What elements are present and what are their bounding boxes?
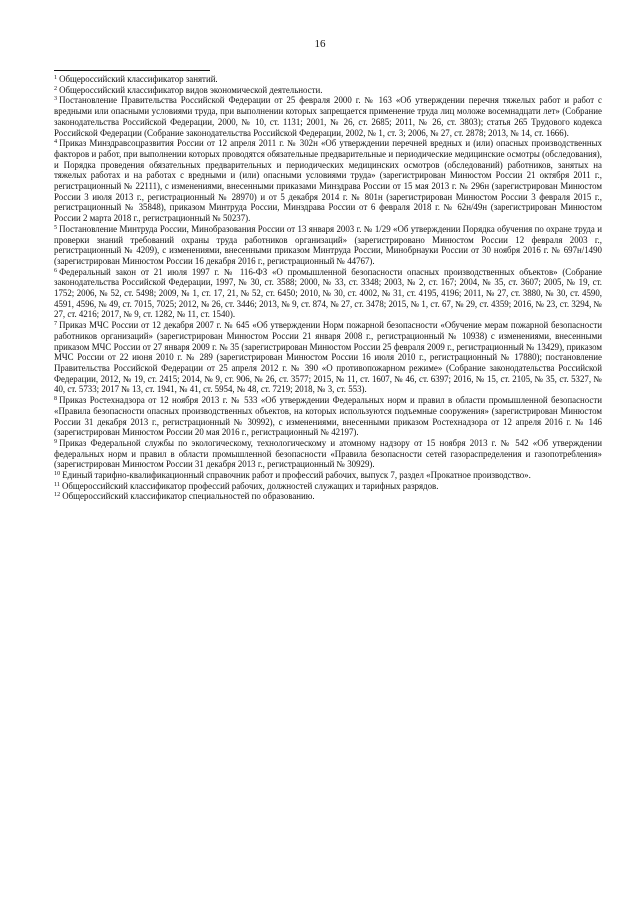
footnote <box>54 395 602 438</box>
footnote-text: Приказ Минздравсоцразвития России от 12 апреля 2011 г. № 302н «Об утверждении перечней вредных и (или) опасных производственных факторов и работ, при выполнении которых проводятся обязательные предварительные и периодические медицинские осмотры (обследования), и Порядка проведения обязательных предварительных и периодических медицинских осмотров (обследований) работников, занятых на тяжелых работах и на работах с вредными и (или) опасными условиями труда» (зарегистрирован Минюстом России 21 октября 2011 г., регистрационный № 22111), с изменениями, внесенными приказами Минздрава России от 15 мая 2013 г. № 296н (зарегистрирован Минюстом России 3 июля 2013 г., регистрационный № 28970) и от 5 декабря 2014 г. № 801н (зарегистрирован Минюстом России 3 февраля 2015 г., регистрационный № 35848), приказом Минтруда России, Минздрава России от 6 февраля 2018 г. № 62н/49н (зарегистрирован Минюстом России 2 марта 2018 г., регистрационный № 50237). <box>54 138 602 224</box>
footnote <box>54 224 602 267</box>
footnote-number: 2 <box>54 84 58 92</box>
footnote <box>54 470 602 481</box>
footnote-number: 8 <box>54 395 58 403</box>
footnote-number: 7 <box>54 320 58 328</box>
footnote-text: Постановление Минтруда России, Минобразования России от 13 января 2003 г. № 1/29 «Об утверждении Порядка обучения по охране труда и проверки знаний требований охраны труда работников организаций» (зарегистрировано Минюстом России 12 февраля 2003 г., регистрационный № 4209), с изменениями, внесенными приказом Минтруда России, Минобрнауки России от 30 ноября 2016 г. № 697н/1490 (зарегистрирован Минюстом России 16 декабря 2016 г., регистрационный № 44767). <box>54 223 602 266</box>
footnote-number: 1 <box>54 74 58 81</box>
footnote-text: Единый тарифно-квалификационный справочник работ и профессий рабочих, выпуск 7, раздел «Прокатное производство». <box>62 470 531 481</box>
footnote-number: 9 <box>54 437 58 445</box>
footnote-number: 3 <box>54 95 58 103</box>
footnote <box>54 95 602 138</box>
footnote <box>54 85 602 96</box>
footnote-text: Приказ Ростехнадзора от 12 ноября 2013 г. № 533 «Об утверждении Федеральных норм и правил в области промышленной безопасности «Правила безопасности опасных производственных объектов, на которых используются подъемные сооружения» (зарегистрирован Минюстом России 31 декабря 2013 г., регистрационный № 30992), с изменениями, внесенными приказом Ростехнадзора от 12 апреля 2016 г. № 146 (зарегистрирован Минюстом России 20 мая 2016 г., регистрационный № 42197). <box>54 395 602 438</box>
footnote <box>54 138 602 224</box>
footnote-text: Приказ Федеральной службы по экологическому, технологическому и атомному надзору от 15 ноября 2013 г. № 542 «Об утверждении федеральных норм и правил в области промышленной безопасности «Правила безопасности сетей газораспределения и газопотребления» (зарегистрирован Минюстом России 31 декабря 2013 г., регистрационный № 30929). <box>54 437 602 470</box>
footnote <box>54 267 602 321</box>
footnote-text: Приказ МЧС России от 12 декабря 2007 г. № 645 «Об утверждении Норм пожарной безопасности «Обучение мерам пожарной безопасности работников организаций» (зарегистрирован Минюстом России 21 января 2008 г., регистрационный № 10938) с изменениями, внесенными приказом МЧС России от 27 января 2009 г. № 35 (зарегистрирован Минюстом России 25 февраля 2009 г., регистрационный № 13429), приказом МЧС России от 22 июня 2010 г. № 289 (зарегистрирован Минюстом России 16 июля 2010 г., регистрационный № 17880); постановление Правительства Российской Федерации от 25 апреля 2012 г. № 390 «О противопожарном режиме» (Собрание законодательства Российской Федерации, 2012, № 19, ст. 2415; 2014, № 9, ст. 906, № 26, ст. 3577; 2015, № 11, ст. 1607, № 46, ст. 6397; 2016, № 15, ст. 2105, № 35, ст. 5327, № 40, ст. 5733; 2017 № 13, ст. 1941, № 41, ст. 5954, № 48, ст. 7219; 2018, № 3, ст. 553). <box>54 320 602 395</box>
footnote-text: Общероссийский классификатор специальностей по образованию. <box>62 491 315 502</box>
footnote <box>54 74 602 85</box>
footnote-number: 6 <box>54 266 58 274</box>
page-number: 16 <box>314 38 326 50</box>
footnote <box>54 481 602 492</box>
footnote-number: 10 <box>54 470 61 478</box>
footnote-text: Постановление Правительства Российской Федерации от 25 февраля 2000 г. № 163 «Об утверждении перечня тяжелых работ и работ с вредными или опасными условиями труда, при выполнении которых запрещается применение труда лиц моложе восемнадцати лет» (Собрание законодательства Российской Федерации, 2000, № 10, ст. 1131; 2001, № 26, ст. 2685; 2011, № 26, ст. 3803); статья 265 Трудового кодекса Российской Федерации (Собрание законодательства Российской Федерации, 2002, № 1, ст. 3; 2006, № 27, ст. 2878; 2013, № 14, ст. 1666). <box>54 95 602 138</box>
footnote-separator <box>54 70 210 71</box>
footnote-text: Федеральный закон от 21 июля 1997 г. № 116-ФЗ «О промышленной безопасности опасных производственных объектов» (Собрание законодательства Российской Федерации, 1997, № 30, ст. 3588; 2000, № 33, ст. 3348; 2003, № 2, ст. 167; 2004, № 35, ст. 3607; 2005, № 19, ст. 1752; 2006, № 52, ст. 5498; 2009, № 1, ст. 17, 21, № 52, ст. 6450; 2010, № 30, ст. 4002, № 31, ст. 4195, 4196; 2011, № 27, ст. 3880, № 30, ст. 4590, 4591, 4596, № 49, ст. 7015, 7025; 2012, № 26, ст. 3446; 2013, № 9, ст. 874, № 27, ст. 3478; 2015, № 1, ст. 67, № 29, ст. 4359; 2016, № 23, ст. 3294, № 27, ст. 4216; 2017, № 9, ст. 1282, № 11, ст. 1540). <box>54 266 602 320</box>
footnote-number: 5 <box>54 223 58 231</box>
footnotes-section <box>54 74 602 502</box>
footnote <box>54 491 602 502</box>
footnote-number: 11 <box>54 480 60 488</box>
footnote-text: Общероссийский классификатор профессий рабочих, должностей служащих и тарифных разрядов. <box>61 480 439 491</box>
footnote-text: Общероссийский классификатор видов экономической деятельности. <box>59 84 323 95</box>
footnote-number: 4 <box>54 138 58 146</box>
footnote-text: Общероссийский классификатор занятий. <box>59 74 218 84</box>
footnote <box>54 438 602 470</box>
footnote-number: 12 <box>54 491 61 499</box>
footnote <box>54 320 602 395</box>
